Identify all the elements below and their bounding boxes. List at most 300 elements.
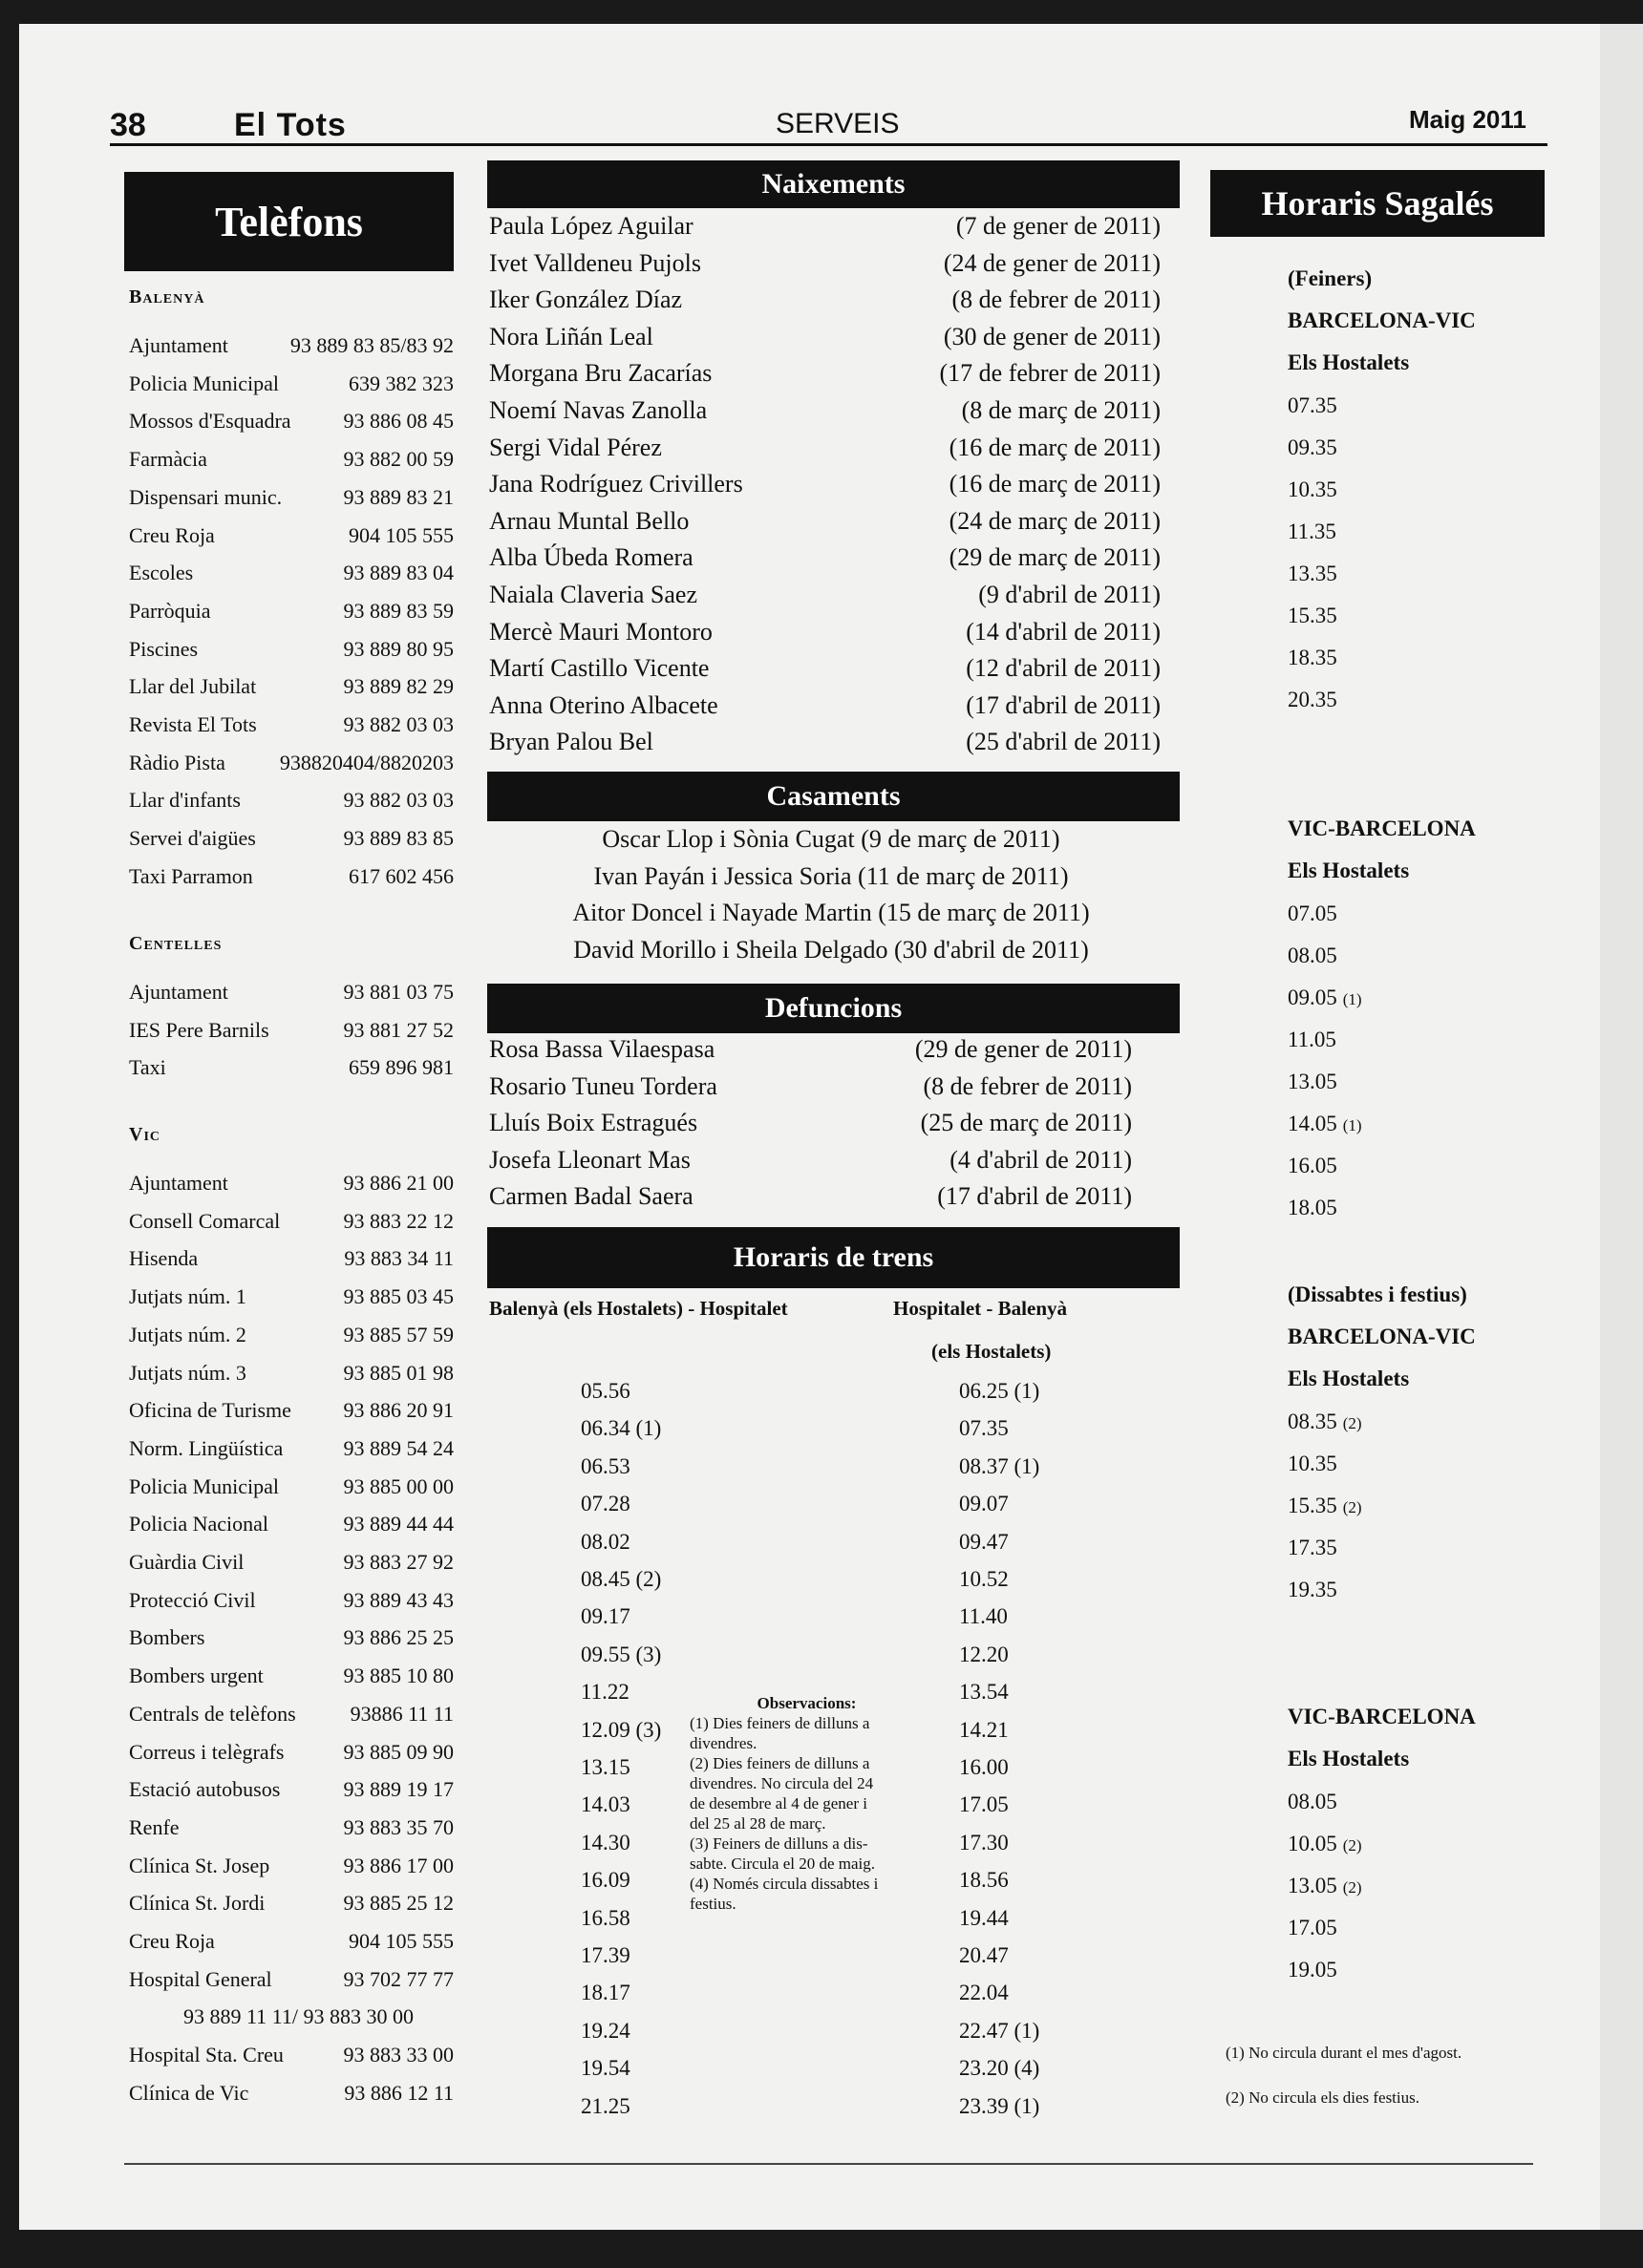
obs-line: (1) Dies feiners de dilluns a <box>690 1714 870 1732</box>
tel-row <box>124 518 454 554</box>
telefons-title: Telèfons <box>124 172 454 271</box>
casament-entry: Oscar Llop i Sònia Cugat (9 de març de 2011) <box>602 825 1060 853</box>
tel-row <box>124 1734 454 1770</box>
tel-row <box>124 328 454 364</box>
sag-time: 15.35 <box>1288 604 1337 627</box>
naixement-date: (14 d'abril de 2011) <box>966 618 1161 646</box>
tel-name: Ràdio Pista <box>129 751 225 774</box>
obs-line: divendres. <box>690 1734 757 1752</box>
tel-name: Llar del Jubilat <box>129 674 257 698</box>
tel-number: 93 881 27 52 <box>343 1018 454 1042</box>
sag-time-row <box>1288 1823 1362 1865</box>
tel-name: Llar d'infants <box>129 788 241 812</box>
sagales-note-1: (1) No circula durant el mes d'agost. <box>1226 2044 1462 2062</box>
defuncio-name: Josefa Lleonart Mas <box>489 1146 691 1174</box>
train-time-outbound: 16.58 <box>581 1906 630 1930</box>
tel-row <box>124 1392 454 1429</box>
sag-time-row <box>1288 1907 1337 1949</box>
defuncio-date: (4 d'abril de 2011) <box>950 1146 1132 1174</box>
tel-number: 93886 11 11 <box>350 1702 454 1726</box>
tel-name: Ajuntament <box>129 333 228 357</box>
train-time-outbound: 06.34 (1) <box>581 1416 662 1440</box>
sag-note-ref: (2) <box>1342 1878 1362 1897</box>
tel-number: 93 886 20 91 <box>343 1398 454 1422</box>
naixement-date: (17 de febrer de 2011) <box>939 359 1161 387</box>
tel-number: 93 886 08 45 <box>343 409 454 433</box>
tel-row <box>124 1810 454 1846</box>
train-time-return: 17.30 <box>959 1831 1009 1855</box>
tel-row <box>124 2037 454 2073</box>
sag-time-row <box>1288 1485 1362 1527</box>
sag-time: 18.35 <box>1288 646 1337 669</box>
sagales-title: Horaris Sagalés <box>1210 170 1545 237</box>
sagales-route-vic-bcn: VIC-BARCELONA <box>1288 816 1476 840</box>
tel-name: Bombers <box>129 1625 205 1649</box>
sag-time-row <box>1288 1527 1337 1569</box>
sag-time: 19.05 <box>1288 1958 1337 1982</box>
naixement-name: Ivet Valldeneu Pujols <box>489 249 701 277</box>
tel-row <box>124 403 454 439</box>
defuncio-date: (29 de gener de 2011) <box>914 1035 1132 1063</box>
sag-note-ref: (2) <box>1342 1414 1362 1432</box>
tel-name: Estació autobusos <box>129 1777 281 1801</box>
naixement-name: Martí Castillo Vicente <box>489 654 710 682</box>
trens-col2-header-line2: (els Hostalets) <box>931 1340 1052 1363</box>
sag-time: 15.35 <box>1288 1494 1337 1517</box>
tel-number: 93 889 82 29 <box>343 674 454 698</box>
tel-name: Mossos d'Esquadra <box>129 409 291 433</box>
tel-number: 93 885 03 45 <box>343 1284 454 1308</box>
sag-time: 08.05 <box>1288 943 1337 967</box>
sag-time: 08.05 <box>1288 1790 1337 1813</box>
obs-lines <box>690 1713 924 1914</box>
train-time-return: 09.47 <box>959 1530 1009 1554</box>
tel-row <box>124 2075 454 2111</box>
tel-row <box>124 555 454 591</box>
sag-time-row <box>1288 1019 1336 1061</box>
naixement-name: Noemí Navas Zanolla <box>489 396 708 424</box>
sag-time-row <box>1288 1187 1337 1229</box>
sag-time-row <box>1288 595 1337 637</box>
sag-time-row <box>1288 553 1337 595</box>
train-time-return: 10.52 <box>959 1567 1009 1591</box>
naixement-name: Mercè Mauri Montoro <box>489 618 713 646</box>
sag-time: 18.05 <box>1288 1196 1337 1219</box>
sagales-stop: Els Hostalets <box>1288 1367 1410 1390</box>
tel-row <box>124 1544 454 1580</box>
tel-row <box>124 1848 454 1884</box>
sag-time: 07.05 <box>1288 901 1337 925</box>
casament-entry: Aitor Doncel i Nayade Martin (15 de març de 2011) <box>572 899 1090 926</box>
sag-time: 10.35 <box>1288 477 1337 501</box>
sag-time-row <box>1288 893 1337 935</box>
tel-number: 93 885 57 59 <box>343 1323 454 1346</box>
tel-name: Jutjats núm. 3 <box>129 1361 246 1385</box>
tel-row <box>124 593 454 629</box>
tel-number: 93 889 83 21 <box>343 485 454 509</box>
tel-row <box>124 745 454 781</box>
tel-number: 617 602 456 <box>349 864 454 888</box>
train-time-outbound: 12.09 (3) <box>581 1718 662 1742</box>
naixement-date: (25 d'abril de 2011) <box>966 728 1161 755</box>
tel-name: Norm. Lingüística <box>129 1436 284 1460</box>
tel-name: Protecció Civil <box>129 1588 256 1612</box>
tel-name: Creu Roja <box>129 523 215 547</box>
sag-time-row <box>1288 935 1337 977</box>
train-time-return: 19.44 <box>959 1906 1009 1930</box>
tel-number: 93 883 35 70 <box>343 1815 454 1839</box>
sag-time-row <box>1288 385 1337 427</box>
tel-number: 93 702 77 77 <box>343 1967 454 1991</box>
tel-number: 93 882 03 03 <box>343 712 454 736</box>
tel-name: Hospital General <box>129 1967 272 1991</box>
sag-time-row <box>1288 1145 1337 1187</box>
naixement-date: (16 de març de 2011) <box>949 434 1161 461</box>
tel-row <box>124 668 454 705</box>
train-time-outbound: 19.54 <box>581 2056 630 2080</box>
sag-time: 10.35 <box>1288 1452 1337 1475</box>
tel-number: 93 885 01 98 <box>343 1361 454 1385</box>
sag-time: 13.35 <box>1288 562 1337 585</box>
train-time-outbound: 07.28 <box>581 1492 630 1516</box>
tel-name: Guàrdia Civil <box>129 1550 245 1574</box>
tel-number: 93 882 00 59 <box>343 447 454 471</box>
train-time-outbound: 13.15 <box>581 1755 630 1779</box>
sag-time-row <box>1288 427 1337 469</box>
sag-time: 13.05 <box>1288 1070 1337 1093</box>
tel-number: 93 886 25 25 <box>343 1625 454 1649</box>
train-time-outbound: 18.17 <box>581 1981 630 2004</box>
sagales-route-bcn-vic: BARCELONA-VIC <box>1288 308 1476 332</box>
sag-time: 08.35 <box>1288 1410 1337 1433</box>
tel-row <box>124 1317 454 1353</box>
tel-row <box>124 1885 454 1921</box>
sag-time: 19.35 <box>1288 1578 1337 1601</box>
defuncio-name: Rosa Bassa Vilaespasa <box>489 1035 715 1063</box>
tel-row <box>124 366 454 402</box>
tel-row <box>124 1012 454 1049</box>
naixement-name: Morgana Bru Zacarías <box>489 359 713 387</box>
tel-name: Creu Roja <box>129 1929 215 1953</box>
train-time-outbound: 14.03 <box>581 1792 630 1816</box>
train-time-outbound: 16.09 <box>581 1868 630 1892</box>
train-time-outbound: 11.22 <box>581 1680 629 1704</box>
tel-number: 93 881 03 75 <box>343 980 454 1004</box>
obs-line: (3) Feiners de dilluns a dis- <box>690 1834 868 1853</box>
sag-time: 20.35 <box>1288 688 1337 711</box>
train-time-return: 22.04 <box>959 1981 1009 2004</box>
naixement-date: (24 de gener de 2011) <box>943 249 1161 277</box>
tel-name: Oficina de Turisme <box>129 1398 291 1422</box>
train-time-return: 08.37 (1) <box>959 1454 1040 1478</box>
sag-time: 07.35 <box>1288 393 1337 417</box>
tel-number: 93 889 83 85 <box>343 826 454 850</box>
naixement-name: Nora Liñán Leal <box>489 323 653 350</box>
train-time-return: 07.35 <box>959 1416 1009 1440</box>
sag-time: 09.35 <box>1288 435 1337 459</box>
tel-number: 93 883 34 11 <box>344 1246 454 1270</box>
naixement-date: (8 de febrer de 2011) <box>951 286 1161 313</box>
tel-number: 93 886 21 00 <box>343 1171 454 1195</box>
naixement-date: (29 de març de 2011) <box>949 543 1161 571</box>
obs-line: sabte. Circula el 20 de maig. <box>690 1855 876 1873</box>
naixement-date: (16 de març de 2011) <box>949 470 1161 498</box>
tel-name: Hospital Sta. Creu <box>129 2043 284 2067</box>
sag-time: 16.05 <box>1288 1154 1337 1177</box>
tel-name: Consell Comarcal <box>129 1209 281 1233</box>
tel-number: 93 889 19 17 <box>343 1777 454 1801</box>
tel-name: Bombers urgent <box>129 1664 264 1687</box>
sag-time-row <box>1288 1865 1362 1907</box>
tel-name: Revista El Tots <box>129 712 257 736</box>
train-time-return: 23.20 (4) <box>959 2056 1040 2080</box>
train-time-return: 06.25 (1) <box>959 1379 1040 1403</box>
tel-name: Servei d'aigües <box>129 826 256 850</box>
train-time-outbound: 21.25 <box>581 2094 630 2118</box>
sag-time-row <box>1288 511 1336 553</box>
tel-row <box>124 1049 454 1086</box>
sagales-festius: (Dissabtes i festius) <box>1288 1282 1467 1306</box>
tel-number: 93 889 83 85/83 92 <box>289 333 454 357</box>
train-time-return: 14.21 <box>959 1718 1009 1742</box>
tel-name: Ajuntament <box>129 1171 228 1195</box>
tel-name: Hisenda <box>129 1246 199 1270</box>
tel-row <box>124 1431 454 1467</box>
tel-row <box>124 479 454 516</box>
tel-name: Clínica de Vic <box>129 2081 249 2105</box>
train-time-return: 11.40 <box>959 1604 1008 1628</box>
tel-number: 659 896 981 <box>349 1055 454 1079</box>
tel-number: 93 889 80 95 <box>343 637 454 661</box>
tel-name: Piscines <box>129 637 199 661</box>
train-time-outbound: 05.56 <box>581 1379 630 1403</box>
sagales-note-2: (2) No circula els dies festius. <box>1226 2088 1419 2107</box>
sag-time-row <box>1288 469 1337 511</box>
sagales-route-bcn-vic: BARCELONA-VIC <box>1288 1325 1476 1348</box>
tel-number: 93 889 44 44 <box>343 1512 454 1536</box>
telefons-list <box>124 0 454 2196</box>
defuncio-date: (8 de febrer de 2011) <box>923 1072 1132 1100</box>
defuncio-name: Carmen Badal Saera <box>489 1182 693 1210</box>
train-time-return: 09.07 <box>959 1492 1009 1516</box>
page-number: 38 <box>110 107 146 143</box>
sag-note-ref: (1) <box>1342 990 1362 1008</box>
tel-name: Clínica St. Jordi <box>129 1891 266 1915</box>
tel-row <box>124 441 454 477</box>
tel-number: 93 889 43 43 <box>343 1588 454 1612</box>
tel-number: 93 886 17 00 <box>343 1854 454 1877</box>
tel-number: 93 889 54 24 <box>343 1436 454 1460</box>
tel-number: 93 889 83 04 <box>343 561 454 584</box>
train-time-return: 23.39 (1) <box>959 2094 1040 2118</box>
sag-note-ref: (2) <box>1342 1836 1362 1855</box>
sag-time: 14.05 <box>1288 1112 1337 1135</box>
tel-row <box>124 1240 454 1277</box>
tel-number: 93 883 27 92 <box>343 1550 454 1574</box>
trens-col1-header: Balenyà (els Hostalets) - Hospitalet <box>489 1297 788 1320</box>
tel-name: Clínica St. Josep <box>129 1854 270 1877</box>
tel-row <box>124 858 454 895</box>
defuncio-date: (17 d'abril de 2011) <box>937 1182 1132 1210</box>
tel-group-title: Vic <box>129 1124 161 1145</box>
bottom-rule <box>124 2163 1533 2165</box>
sag-time-row <box>1288 637 1337 679</box>
tel-row <box>124 1999 454 2035</box>
sag-time-row <box>1288 977 1362 1019</box>
tel-row <box>124 631 454 668</box>
sag-time-row <box>1288 1781 1337 1823</box>
tel-name: Ajuntament <box>129 980 228 1004</box>
sag-time: 09.05 <box>1288 986 1337 1009</box>
train-time-outbound: 14.30 <box>581 1831 630 1855</box>
issue-date: Maig 2011 <box>1409 105 1526 134</box>
trens-title: Horaris de trens <box>487 1227 1180 1288</box>
sagales-feiners: (Feiners) <box>1288 266 1373 290</box>
tel-group-title: Balenyà <box>129 286 205 307</box>
sag-note-ref: (1) <box>1342 1116 1362 1134</box>
tel-row <box>124 1203 454 1240</box>
tel-name: Farmàcia <box>129 447 207 471</box>
tel-row <box>124 1658 454 1694</box>
train-time-return: 22.47 (1) <box>959 2019 1040 2043</box>
tel-row <box>124 1165 454 1201</box>
sag-time: 10.05 <box>1288 1832 1337 1855</box>
naixements-title: Naixements <box>487 160 1180 208</box>
tel-number: 93 885 00 00 <box>343 1474 454 1498</box>
naixement-date: (24 de març de 2011) <box>949 507 1161 535</box>
naixement-name: Paula López Aguilar <box>489 212 693 240</box>
tel-name: Taxi <box>129 1055 166 1079</box>
tel-name: IES Pere Barnils <box>129 1018 269 1042</box>
tel-row <box>124 1961 454 1998</box>
tel-number: 93 889 83 59 <box>343 599 454 623</box>
tel-number: 93 886 12 11 <box>344 2081 454 2105</box>
sagales-route-vic-bcn: VIC-BARCELONA <box>1288 1705 1476 1728</box>
sag-time: 11.05 <box>1288 1028 1336 1051</box>
obs-line: (4) Només circula dissabtes i <box>690 1875 879 1893</box>
tel-number: 93 883 22 12 <box>343 1209 454 1233</box>
naixement-name: Naiala Claveria Saez <box>489 581 697 608</box>
train-time-outbound: 08.02 <box>581 1530 630 1554</box>
train-time-outbound: 06.53 <box>581 1454 630 1478</box>
tel-number: 938820404/8820203 <box>279 751 454 774</box>
naixement-date: (12 d'abril de 2011) <box>966 654 1161 682</box>
tel-row <box>124 1771 454 1808</box>
naixement-date: (30 de gener de 2011) <box>943 323 1161 350</box>
naixement-name: Bryan Palou Bel <box>489 728 653 755</box>
tel-name: Taxi Parramon <box>129 864 253 888</box>
tel-name: Dispensari munic. <box>129 485 283 509</box>
sag-time-row <box>1288 679 1337 721</box>
casament-entry: Ivan Payán i Jessica Soria (11 de març de 2011) <box>593 862 1069 890</box>
tel-name: Correus i telègrafs <box>129 1740 285 1764</box>
naixement-name: Sergi Vidal Pérez <box>489 434 662 461</box>
sagales-stop: Els Hostalets <box>1288 858 1410 882</box>
sag-time: 17.05 <box>1288 1916 1337 1939</box>
tel-row <box>124 1923 454 1960</box>
sag-time-row <box>1288 1569 1337 1611</box>
sag-time-row <box>1288 1443 1337 1485</box>
sag-time-row <box>1288 1401 1362 1443</box>
tel-number: 904 105 555 <box>349 1929 454 1953</box>
train-time-return: 17.05 <box>959 1792 1009 1816</box>
trens-col2-header-line1: Hospitalet - Balenyà <box>893 1297 1067 1320</box>
naixement-name: Jana Rodríguez Crivillers <box>489 470 743 498</box>
casament-entry: David Morillo i Sheila Delgado (30 d'abril de 2011) <box>573 936 1089 964</box>
sagales-stop: Els Hostalets <box>1288 1747 1410 1770</box>
tel-row <box>124 1469 454 1505</box>
tel-number: 93 883 33 00 <box>343 2043 454 2067</box>
tel-row <box>124 974 454 1010</box>
tel-number: 904 105 555 <box>349 523 454 547</box>
train-time-outbound: 08.45 (2) <box>581 1567 662 1591</box>
defuncions-title: Defuncions <box>487 984 1180 1033</box>
obs-line: divendres. No circula del 24 <box>690 1774 874 1792</box>
magazine-name: El Tots <box>234 107 347 143</box>
naixement-date: (17 d'abril de 2011) <box>966 691 1161 719</box>
sag-time: 11.35 <box>1288 519 1336 543</box>
tel-row <box>124 782 454 818</box>
obs-line: del 25 al 28 de març. <box>690 1814 826 1833</box>
tel-name: Policia Municipal <box>129 371 280 395</box>
tel-name: Jutjats núm. 1 <box>129 1284 246 1308</box>
section-title: SERVEIS <box>776 108 900 139</box>
naixement-date: (9 d'abril de 2011) <box>978 581 1161 608</box>
tel-number: 93 885 09 90 <box>343 1740 454 1764</box>
naixement-name: Arnau Muntal Bello <box>489 507 690 535</box>
train-time-outbound: 09.55 (3) <box>581 1643 662 1666</box>
train-time-return: 16.00 <box>959 1755 1009 1779</box>
train-time-outbound: 09.17 <box>581 1604 630 1628</box>
tel-row <box>124 1506 454 1542</box>
sag-time-row <box>1288 1103 1362 1145</box>
tel-number: 93 882 03 03 <box>343 788 454 812</box>
defuncio-name: Rosario Tuneu Tordera <box>489 1072 717 1100</box>
tel-name: Parròquia <box>129 599 211 623</box>
tel-name: Centrals de telèfons <box>129 1702 296 1726</box>
sag-time-row <box>1288 1949 1337 1991</box>
tel-row <box>124 1355 454 1391</box>
trens-observacions <box>690 1693 924 1914</box>
sag-time: 17.35 <box>1288 1536 1337 1559</box>
tel-number: 639 382 323 <box>349 371 454 395</box>
tel-row <box>124 1582 454 1619</box>
tel-row <box>124 707 454 743</box>
tel-number: 93 885 25 12 <box>343 1891 454 1915</box>
sag-time-row <box>1288 1061 1337 1103</box>
obs-title: Observacions: <box>757 1694 857 1712</box>
page-edge <box>1600 24 1643 2230</box>
tel-row <box>124 1279 454 1315</box>
tel-row <box>124 1696 454 1732</box>
tel-row <box>124 820 454 857</box>
train-time-return: 12.20 <box>959 1643 1009 1666</box>
obs-line: festius. <box>690 1895 736 1913</box>
sagales-stop: Els Hostalets <box>1288 350 1410 374</box>
tel-row <box>124 1620 454 1656</box>
obs-line: (2) Dies feiners de dilluns a <box>690 1754 870 1772</box>
defuncio-date: (25 de març de 2011) <box>920 1109 1132 1136</box>
train-time-outbound: 17.39 <box>581 1943 630 1967</box>
obs-line: de desembre al 4 de gener i <box>690 1794 867 1812</box>
tel-name: Renfe <box>129 1815 180 1839</box>
tel-number: 93 885 10 80 <box>343 1664 454 1687</box>
naixement-name: Iker González Díaz <box>489 286 683 313</box>
naixement-name: Alba Úbeda Romera <box>489 543 693 571</box>
sag-time: 13.05 <box>1288 1874 1337 1897</box>
sag-note-ref: (2) <box>1342 1498 1362 1516</box>
naixement-date: (7 de gener de 2011) <box>955 212 1161 240</box>
